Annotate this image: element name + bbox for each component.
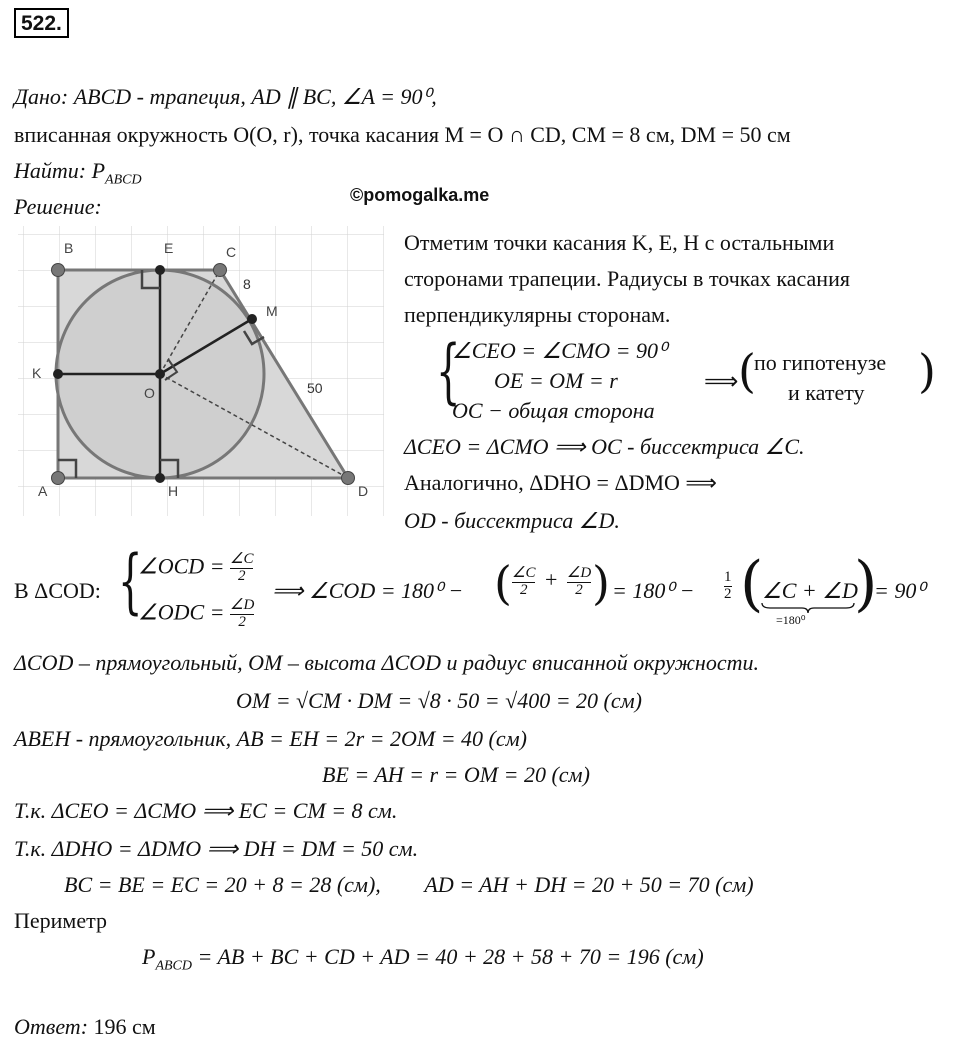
- solution-label: Решение:: [14, 194, 102, 219]
- cod-paren-1-right: ): [592, 556, 610, 610]
- point-D: [342, 472, 355, 485]
- cod-sum: [512, 566, 591, 599]
- line-cod-right: ΔCOD – прямоугольный, OM – высота ΔCOD и радиус вписанной окружности.: [14, 650, 759, 675]
- problem-number: 522.: [14, 8, 69, 38]
- cod-end: = 90⁰: [874, 578, 926, 603]
- sum-frac-d-num: ∠D: [566, 565, 592, 581]
- system1-line-2: OE = OM = r: [494, 368, 618, 393]
- sum-frac-c: [512, 566, 535, 599]
- right-text-1: Отметим точки касания K, E, H с остальными: [404, 230, 835, 255]
- given-text-1: : ABCD - трапеция, AD ∥ BC, ∠A = 90⁰,: [60, 84, 437, 109]
- point-E: [155, 265, 165, 275]
- line-ceo: ΔCEO = ΔCMO ⟹ OC - биссектриса ∠C.: [404, 434, 805, 459]
- right-text-2: сторонами трапеции. Радиусы в точках касания: [404, 266, 850, 291]
- label-A: A: [38, 483, 48, 499]
- perimeter-expr: = AB + BC + CD + AD = 40 + 28 + 58 + 70 = 196 (см): [197, 944, 704, 969]
- answer-line: [14, 1016, 156, 1038]
- cod-brace: {: [118, 540, 143, 622]
- perimeter-p: P: [142, 944, 156, 969]
- half-frac: [724, 570, 732, 603]
- find-line: [14, 160, 142, 187]
- sum-frac-d-den: 2: [567, 582, 591, 599]
- half-den: 2: [724, 585, 732, 602]
- label-K: K: [32, 365, 42, 381]
- label-M: M: [266, 303, 278, 319]
- cod-paren-2-right: ): [854, 549, 878, 619]
- frac-c-den: 2: [230, 568, 253, 585]
- line-ec: Т.к. ΔCEO = ΔCMO ⟹ EC = CM = 8 см.: [14, 798, 398, 823]
- underbrace: [760, 602, 856, 614]
- line-perimeter: [142, 946, 704, 973]
- right-text-3: перпендикулярны сторонам.: [404, 302, 671, 327]
- cod-mid2: = 180⁰ −: [612, 578, 695, 603]
- system1-arrow: ⟹: [704, 369, 739, 395]
- cod-eq2-text: ∠ODC =: [138, 599, 225, 625]
- label-8: 8: [243, 276, 251, 292]
- find-label: Найти: [14, 158, 79, 183]
- sum-frac-c-den: 2: [512, 582, 535, 599]
- cod-brace-expr: ∠C + ∠D: [762, 578, 858, 603]
- sum-frac-c-num: ∠C: [512, 565, 536, 581]
- label-50: 50: [307, 380, 323, 396]
- system1-brace: {: [436, 330, 461, 412]
- line-analog-2: OD - биссектриса ∠D.: [404, 508, 620, 533]
- label-D: D: [358, 483, 369, 499]
- cod-prefix: В ΔCOD:: [14, 578, 101, 603]
- frac-d-den: 2: [230, 614, 254, 631]
- frac-c-num: ∠C: [230, 551, 254, 567]
- sum-plus: +: [544, 567, 558, 593]
- frac-d-half: [230, 598, 254, 631]
- system1-line-3: OC − общая сторона: [452, 398, 655, 423]
- line-perimeter-label: Периметр: [14, 908, 107, 933]
- line-analog-1: Аналогично, ΔDHO = ΔDMO ⟹: [404, 470, 717, 495]
- point-C: [214, 264, 227, 277]
- point-B: [52, 264, 65, 277]
- perimeter-sub: ABCD: [155, 958, 193, 974]
- find-sub: ABCD: [105, 172, 142, 188]
- line-om: OM = √CM · DM = √8 · 50 = √400 = 20 (см): [236, 688, 642, 713]
- cod-eq-2: [138, 598, 254, 631]
- point-M: [247, 314, 257, 324]
- frac-c-half: [230, 552, 253, 585]
- point-H: [155, 473, 165, 483]
- reason-line-2: и катету: [788, 380, 865, 405]
- reason-line-1: по гипотенузе: [754, 350, 887, 375]
- system1-line-1: ∠CEO = ∠CMO = 90⁰: [452, 338, 667, 363]
- given-line-1: [14, 86, 437, 108]
- label-H: H: [168, 483, 179, 499]
- point-O: [155, 369, 165, 379]
- given-line-2: вписанная окружность O(O, r), точка касания M = O ∩ CD, CM = 8 см, DM = 50 см: [14, 122, 791, 147]
- cod-paren-1-left: (: [494, 556, 512, 610]
- line-dh: Т.к. ΔDHO = ΔDMO ⟹ DH = DM = 50 см.: [14, 836, 419, 861]
- label-O: O: [144, 385, 155, 401]
- cod-mid: ⟹ ∠COD = 180⁰ −: [272, 578, 464, 603]
- point-A: [52, 472, 65, 485]
- answer-label: Ответ:: [14, 1014, 89, 1039]
- given-label: Дано: [14, 84, 61, 109]
- line-bc-ad: BC = BE = EC = 20 + 8 = 28 (см), AD = AH + DH = 20 + 50 = 70 (см): [64, 872, 754, 897]
- half-num: 1: [724, 569, 732, 585]
- underbrace-label: =180⁰: [776, 613, 806, 627]
- label-E: E: [164, 240, 174, 256]
- trapezoid-figure: [18, 226, 384, 516]
- label-B: B: [64, 240, 74, 256]
- sum-frac-d: [567, 566, 591, 599]
- cod-half: [724, 570, 732, 603]
- watermark: ©pomogalka.me: [350, 185, 490, 205]
- answer-value: 196 см: [93, 1014, 156, 1039]
- line-abeh: ABEH - прямоугольник, AB = EH = 2r = 2OM = 40 (см): [14, 726, 527, 751]
- cod-paren-2-left: (: [740, 549, 764, 619]
- reason-paren-left: (: [738, 344, 756, 398]
- reason-paren-right: ): [918, 344, 936, 398]
- frac-d-num: ∠D: [230, 597, 255, 613]
- cod-eq1-text: ∠OCD =: [138, 553, 225, 579]
- label-C: C: [226, 244, 237, 260]
- cod-eq-1: [138, 552, 253, 585]
- point-K: [53, 369, 63, 379]
- find-value: : P: [78, 158, 106, 183]
- line-be: BE = AH = r = OM = 20 (см): [322, 762, 590, 787]
